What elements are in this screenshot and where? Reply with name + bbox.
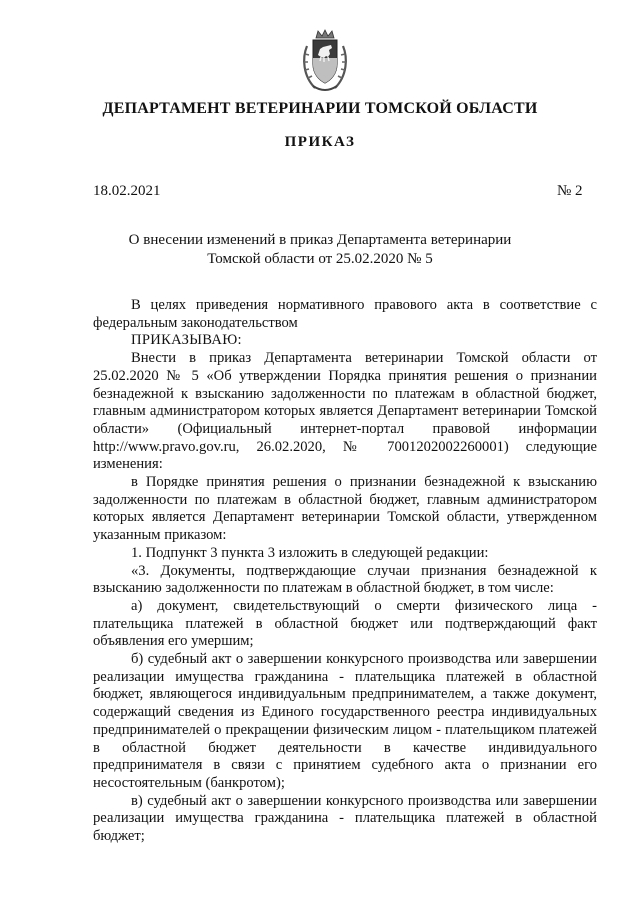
order-title-line-2: Томской области от 25.02.2020 № 5	[207, 251, 433, 267]
order-directive: ПРИКАЗЫВАЮ:	[131, 332, 242, 349]
clause-1-paragraph: 1. Подпункт 3 пункта 3 изложить в следующей редакции:	[131, 544, 489, 561]
amendment-paragraph: Внести в приказ Департамента ветеринарии Томской области от 25.02.2020 № 5 «Об утверждении Порядка принятия решения о признании безнадежной к взысканию задолженности по платежам в областной бюджет, главным администратором которых является Департамент ветеринарии Томской области» (Официальный интернет-портал правовой информации http://www.pravo.gov.ru, 26.02.2020, № 7001202002260001) следующие изменения:	[93, 350, 597, 473]
department-heading: ДЕПАРТАМЕНТ ВЕТЕРИНАРИИ ТОМСКОЙ ОБЛАСТИ	[102, 100, 538, 117]
order-title	[0, 231, 640, 269]
subclause-v-paragraph: в) судебный акт о завершении конкурсного производства или завершении реализации имущества гражданина - плательщика платежей в областной бюджет;	[93, 792, 597, 845]
order-number: № 2	[557, 183, 583, 199]
coat-of-arms-emblem	[299, 28, 351, 94]
subclause-a-paragraph: а) документ, свидетельствующий о смерти физического лица - плательщика платежей в областной бюджет или подтверждающий факт объявления его умершим;	[93, 597, 597, 650]
procedure-paragraph: в Порядке принятия решения о признании безнадежной к взысканию задолженности по платежам в областной бюджет, главным администратором которых является Департамент ветеринарии Томской области, утвержденном указанным приказом:	[93, 474, 597, 544]
document-type-heading: ПРИКАЗ	[284, 134, 356, 150]
preamble-paragraph: В целях приведения нормативного правового акта в соответствие с федеральным законодательством	[93, 297, 597, 331]
subclause-b-paragraph: б) судебный акт о завершении конкурсного производства или завершении реализации имущества гражданина - плательщика платежей в областной бюджет, являющегося индивидуальным предпринимателем, а также документ, содержащий сведения из Единого государственного реестра индивидуальных предпринимателей о прекращении физическим лицом - плательщиком платежей в областной бюджет деятельности в качестве индивидуального предпринимателя в связи с принятием судебного акта о признании его несостоятельным (банкротом);	[93, 651, 597, 791]
order-date: 18.02.2021	[93, 183, 161, 199]
clause-3-paragraph: «3. Документы, подтверждающие случаи признания безнадежной к взысканию задолженности по платежам в областной бюджет, в том числе:	[93, 562, 597, 597]
order-body	[93, 297, 597, 846]
order-title-line-1: О внесении изменений в приказ Департамента ветеринарии	[128, 232, 512, 248]
